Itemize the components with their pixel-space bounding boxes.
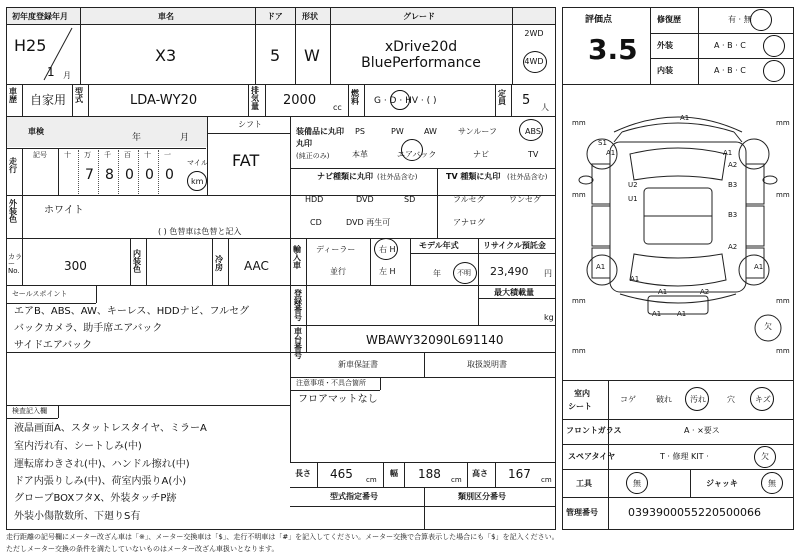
recycle-yen: 円 [544, 269, 552, 278]
handle-left: 左 H [379, 267, 396, 276]
vin-label: 車台番号 [294, 327, 302, 360]
mm-label: mm [776, 347, 790, 355]
import-dealer: ディーラー [316, 245, 356, 254]
equipment-label: 装備品に丸印 [296, 127, 344, 136]
mileage-digit: 0 [165, 167, 174, 183]
shape-label: 形状 [302, 12, 318, 21]
jack-label: ジャッキ [706, 479, 738, 488]
damage-code: U1 [628, 195, 638, 203]
displacement-value: 2000 [283, 93, 317, 108]
interior-color-label: 内装色 [133, 249, 141, 274]
kigo-label: 記号 [33, 151, 47, 159]
model-label: 車名 [158, 12, 174, 21]
exterior-label: 外装 [657, 41, 673, 50]
colorno-label: カラーNo. [8, 253, 22, 275]
navi-hdd: HDD [305, 195, 324, 204]
exterior-options: A · B · C [714, 41, 746, 50]
exterior-c-circle [763, 35, 785, 57]
unknown-circle [453, 262, 477, 284]
fuel-label: 燃料 [351, 89, 359, 106]
handle-right: 右 H [379, 245, 396, 254]
drive-4wd-circle [523, 51, 547, 73]
grade-line2: BluePerformance [361, 55, 481, 71]
mileage-digit: 7 [85, 167, 94, 183]
import-label: 輸入車 [293, 245, 301, 270]
digit-unit: 一 [164, 151, 171, 159]
spare-missing-circle [754, 446, 776, 468]
tools-label: 工具 [576, 479, 592, 488]
spare-label: スペアタイヤ [568, 452, 616, 461]
damage-code: A1 [723, 149, 733, 157]
doors-value: 5 [270, 46, 281, 65]
registration-label: 登録番号 [294, 289, 302, 322]
damage-code: A1 [680, 114, 690, 122]
door-label: ドア [267, 12, 283, 21]
digit-unit: 万 [84, 151, 91, 159]
jack-answer: 無 [768, 479, 776, 488]
equip-ps: PS [355, 127, 365, 136]
handle-right-circle [374, 238, 398, 260]
tv-label: TV 種類に丸印 [446, 172, 501, 181]
repair-label: 修復歴 [657, 15, 681, 24]
width-label: 幅 [390, 469, 398, 478]
shift-label: シフト [238, 120, 262, 129]
ac-value: AAC [244, 259, 269, 273]
length-label: 長さ [295, 469, 311, 478]
inspector-line: グローブBOXフタX、外装タッチP跡 [14, 493, 177, 504]
car-damage-diagram [562, 84, 794, 380]
shift-value: FAT [232, 151, 260, 170]
capacity-unit: 人 [541, 103, 549, 112]
inspector-line: ドア内張りしみ(中)、荷室内張りA(小) [14, 476, 187, 487]
repair-options: 有 · 無 [728, 15, 752, 24]
glass-label: フロントガラス [566, 426, 622, 435]
recycle-label: リサイクル預託金 [483, 241, 546, 250]
damage-code: A1 [658, 288, 668, 296]
km-circle [187, 171, 207, 191]
navi-label-sub: (社外品含む) [377, 173, 418, 181]
capacity-label: 定員 [498, 89, 506, 106]
navi-dvd: DVD [356, 195, 374, 204]
control-number-value: 0393900055220500066 [628, 506, 761, 519]
manual-label: 取扱説明書 [467, 360, 507, 369]
inspector-line: 運転席わきされ(中)、ハンドル擦れ(中) [14, 459, 190, 470]
use-label: 車歴 [9, 87, 17, 104]
fuel-options: G · D · HV · ( ) [374, 96, 437, 106]
shaken-month-unit: 月 [180, 133, 190, 143]
inspector-label: 検査記入欄 [12, 407, 47, 415]
tv-analog: アナログ [453, 218, 485, 227]
spare-value: T · 修理 KIT · [660, 452, 709, 461]
seat-option: 穴 [727, 395, 735, 404]
type-label: 型式 [75, 87, 83, 104]
spare-answer: 欠 [761, 452, 769, 461]
airbag-circle [401, 139, 423, 161]
damage-code: A1 [754, 263, 764, 271]
tv-oneseg: ワンセグ [509, 195, 541, 204]
drive-4wd: 4WD [524, 57, 544, 66]
equip-pw: PW [391, 127, 404, 136]
form-number-label: 型式指定番号 [330, 492, 378, 501]
vin-value: WBAWY32090L691140 [366, 333, 504, 347]
drive-2wd: 2WD [524, 29, 544, 38]
damage-code: A1 [606, 149, 616, 157]
mm-label: mm [776, 297, 790, 305]
damage-code: A2 [700, 288, 710, 296]
damage-code: S1 [598, 139, 607, 147]
score-value: 3.5 [588, 33, 638, 66]
max-load-label: 最大積載量 [494, 288, 534, 297]
jack-none-circle [761, 472, 783, 494]
score-label: 評価点 [585, 15, 613, 25]
model-value: X3 [155, 46, 177, 65]
digit-unit: 十 [64, 151, 71, 159]
inspector-line: 外装小傷散数所、下廻りS有 [14, 511, 141, 522]
equipment-sub: (純正のみ) [296, 152, 330, 160]
km-label: km [191, 177, 204, 186]
digit-unit: 十 [144, 151, 151, 159]
damage-code: A1 [630, 275, 640, 283]
shaken-label: 車検 [28, 127, 44, 136]
seat-label-2: シート [568, 402, 592, 411]
inspector-line: 室内汚れ有、シートしみ(中) [14, 441, 142, 452]
damage-code: A2 [728, 161, 738, 169]
type-value: LDA-WY20 [130, 93, 198, 108]
length-unit: cm [366, 476, 377, 484]
navi-dvd-play: DVD 再生可 [346, 218, 391, 227]
height-label: 高さ [472, 469, 488, 478]
seat-option: 破れ [656, 395, 672, 404]
sales-point-line: サイドエアバック [14, 340, 93, 351]
inspector-line: 液晶画面A、スタットレスタイヤ、ミラーA [14, 423, 207, 434]
interior-c-circle [763, 60, 785, 82]
damage-code: A1 [596, 263, 606, 271]
mm-label: mm [572, 297, 586, 305]
color-label: 外装色 [9, 199, 17, 224]
displacement-label: 排気量 [251, 86, 259, 111]
height-value: 167 [508, 467, 531, 481]
notes-value: フロアマットなし [298, 394, 378, 405]
tv-label-sub: (社外品含む) [507, 173, 548, 181]
warranty-label: 新車保証書 [338, 360, 378, 369]
reg-year: H25 [14, 36, 47, 55]
width-value: 188 [418, 467, 441, 481]
damage-code: U2 [628, 181, 638, 189]
digit-unit: 百 [124, 151, 131, 159]
damage-code: A1 [677, 310, 687, 318]
seat-option: 汚れ [690, 395, 706, 404]
equip-sunroof: サンルーフ [458, 127, 497, 136]
sales-point-line: バックカメラ、助手席エアバック [14, 323, 163, 334]
colorno-value: 300 [64, 259, 87, 273]
mile-label: マイル [187, 159, 208, 167]
tv-fullseg: フルセグ [453, 195, 485, 204]
damage-code-missing: 欠 [764, 322, 772, 331]
abs-circle [519, 119, 543, 141]
equipment-label-mark: 丸印 [296, 139, 312, 148]
seat-dirt-circle [685, 387, 709, 411]
sales-point-line: エアB、ABS、AW、キーレス、HDDナビ、フルセグ [14, 306, 250, 317]
damage-code: B3 [728, 181, 738, 189]
control-number-label: 管理番号 [566, 508, 598, 517]
height-unit: cm [541, 476, 552, 484]
seat-option: コゲ [620, 395, 636, 404]
reg-month: 1 [47, 65, 55, 79]
class-number-label: 類別区分番号 [458, 492, 506, 501]
mileage-label: 走行 [9, 157, 17, 174]
damage-code: B3 [728, 211, 738, 219]
mm-label: mm [572, 191, 586, 199]
capacity-value: 5 [522, 93, 531, 108]
navi-label: ナビ種類に丸印 [317, 172, 373, 181]
footer-note-2: ただしメーター交換の条件を満たしていないものはメーター改ざん車扱いとなります。 [6, 545, 279, 553]
model-year-unit: 年 [433, 269, 441, 278]
repair-none-circle [750, 9, 772, 31]
mm-label: mm [572, 347, 586, 355]
mm-label: mm [776, 119, 790, 127]
fuel-diesel-circle [390, 90, 410, 110]
reg-month-unit: 月 [63, 71, 71, 80]
interior-options: A · B · C [714, 66, 746, 75]
equip-abs: ABS [525, 127, 541, 136]
seat-scratch-circle [750, 387, 774, 411]
tools-none-circle [626, 472, 648, 494]
equip-airbag: エアバック [397, 150, 437, 159]
mileage-digit: 0 [145, 167, 154, 183]
equip-tv: TV [528, 150, 539, 159]
seat-label-1: 室内 [574, 389, 590, 398]
equip-navi: ナビ [473, 150, 489, 159]
navi-sd: SD [404, 195, 416, 204]
model-year-label: モデル年式 [419, 241, 459, 250]
length-value: 465 [330, 467, 353, 481]
glass-value: A · ×要ス [684, 426, 720, 435]
grade-line1: xDrive20d [384, 39, 458, 55]
sales-points-label: セールスポイント [12, 290, 68, 298]
reg-date-label: 初年度登録年月 [12, 12, 68, 21]
max-load-unit: kg [544, 313, 554, 322]
color-note: ( ) 色替車は色替と記入 [158, 227, 242, 236]
mm-label: mm [776, 191, 790, 199]
footer-note-1: 走行距離の記号欄にメーター改ざん車は「※」、メーター交換車は「$」、走行不明車は「#」を記入してください。メーター交換で合算表示した場合にも「$」を記入ください。 [6, 533, 559, 541]
digit-unit: 千 [104, 151, 111, 159]
notes-label: 注意事項・不具合箇所 [296, 379, 366, 387]
mileage-digit: 8 [105, 167, 114, 183]
shaken-year-unit: 年 [132, 133, 142, 143]
interior-label: 内装 [657, 66, 673, 75]
width-unit: cm [451, 476, 462, 484]
mm-label: mm [572, 119, 586, 127]
seat-option: キズ [755, 395, 771, 404]
ac-label: 冷房 [215, 255, 223, 272]
displacement-unit: cc [333, 103, 342, 112]
mileage-digit: 0 [125, 167, 134, 183]
equip-leather: 本革 [352, 150, 368, 159]
damage-code: A2 [728, 243, 738, 251]
navi-cd: CD [310, 218, 322, 227]
color-value: ホワイト [44, 205, 84, 216]
use-value: 自家用 [30, 93, 67, 107]
grade-label: グレード [403, 12, 435, 21]
shape-value: W [304, 46, 320, 65]
recycle-value: 23,490 [490, 265, 529, 278]
equip-aw: AW [424, 127, 437, 136]
model-year-unknown: 不明 [457, 269, 471, 277]
damage-code: A1 [652, 310, 662, 318]
import-parallel: 並行 [330, 267, 346, 276]
tools-answer: 無 [633, 479, 641, 488]
